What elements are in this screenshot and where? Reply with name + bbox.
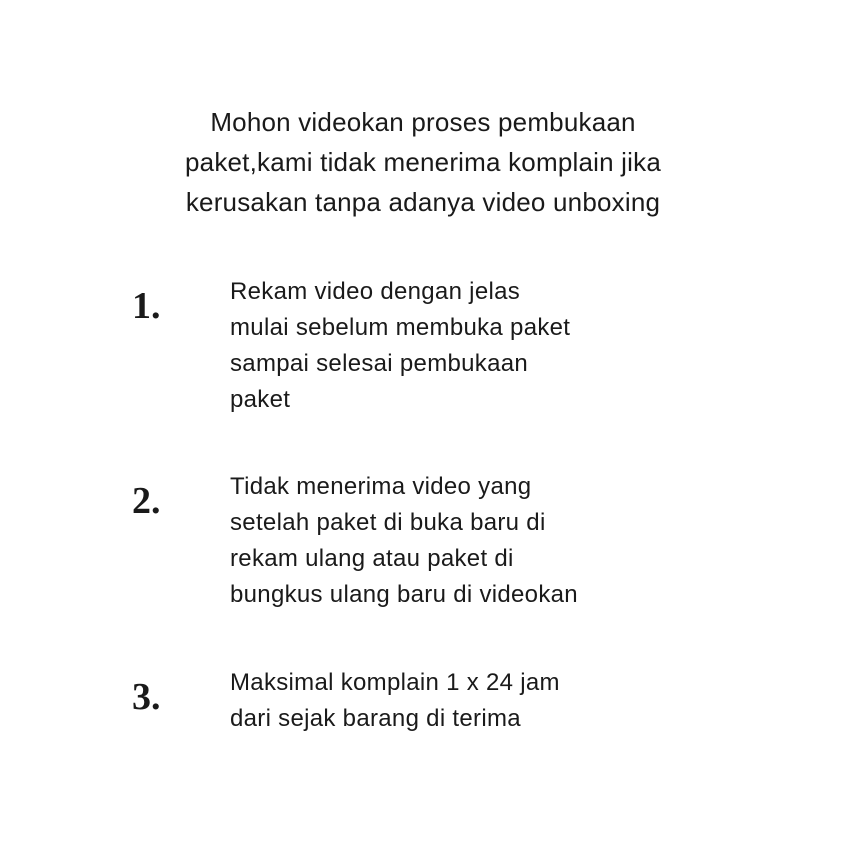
rule-text-line: mulai sebelum membuka paket	[230, 314, 571, 341]
rule-text	[230, 665, 730, 737]
rule-number: 1.	[132, 285, 161, 327]
rule-text	[230, 469, 730, 613]
rule-text-line: bungkus ulang baru di videokan	[230, 581, 578, 608]
intro-statement	[100, 102, 746, 222]
rule-number: 2.	[132, 480, 161, 522]
intro-line: paket,kami tidak menerima komplain jika	[185, 147, 661, 177]
rule-text-line: setelah paket di buka baru di	[230, 509, 546, 536]
intro-line: kerusakan tanpa adanya video unboxing	[185, 187, 661, 217]
rule-number: 3.	[132, 676, 161, 718]
rule-text-line: paket	[230, 386, 291, 413]
rule-text-line: dari sejak barang di terima	[230, 705, 521, 732]
rule-text-line: Maksimal komplain 1 x 24 jam	[230, 669, 560, 696]
rule-text	[230, 274, 730, 418]
rule-text-line: Rekam video dengan jelas	[230, 278, 521, 305]
rule-text-line: Tidak menerima video yang	[230, 473, 532, 500]
intro-line: Mohon videokan proses pembukaan	[210, 107, 636, 137]
rule-text-line: sampai selesai pembukaan	[230, 350, 529, 377]
rule-text-line: rekam ulang atau paket di	[230, 545, 514, 572]
